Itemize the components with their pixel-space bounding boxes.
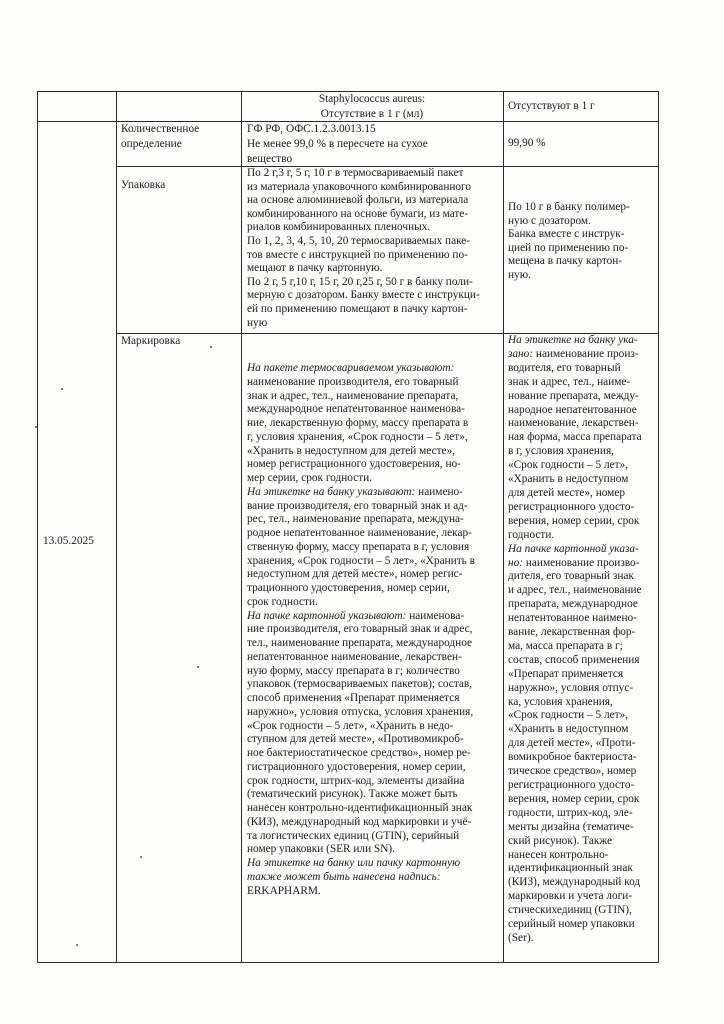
text-line: цией по применению по- [508,241,629,254]
scan-speck [140,856,142,858]
text-run: (КИЗ), международный код маркировки и учё- [247,815,472,828]
text-line [508,876,642,890]
text-run: водителя, его товарный [508,361,621,374]
italic-heading: На этикетке на банку ука- [508,334,638,346]
text-line [508,598,642,612]
column-divider-name [241,91,242,963]
text-run: ERKAPHARM. [247,884,321,897]
text-line: Не менее 99,0 % в пересчете на сухое [247,138,428,151]
text-run: идентификационный знак [508,862,633,875]
text-line: комбинированного на основе бумаги, из мате- [247,207,469,220]
text-line [247,568,475,582]
scan-speck [76,944,78,946]
text-run: ние производителя, его товарный знак и адрес, [247,623,473,636]
text-line: ную [247,316,268,329]
text-run: наимено- [415,485,463,498]
text-run: наружно», условия отпуска, условия хранения, [247,705,474,718]
packaging-norm [247,167,480,330]
italic-heading: На пачке картонной указывают: [247,609,407,622]
row-name-line: Количественное [121,123,200,135]
text-line [247,582,475,596]
text-line: ную. [508,268,531,281]
text-run: та логистических единиц (GTIN), серийный [247,829,460,842]
text-line [247,857,475,871]
text-line [508,417,642,431]
text-line [508,473,642,487]
text-line: По 10 г в банку полимер- [508,201,630,213]
text-line [508,849,642,863]
text-line [247,843,475,857]
text-run: срок годности, штрих-код, элементы дизайна [247,774,465,787]
text-line: из материала упаковочного комбинированного [247,180,472,193]
text-line [508,404,642,418]
header-result: Отсутствуют в 1 г [508,100,595,112]
header-criterion-line-1: Staphylococcus aureus: [318,93,426,105]
text-run: народное непатентованное [508,403,637,416]
text-line: По 1, 2, 3, 4, 5, 10, 20 термосвариваемых паке- [247,234,471,247]
text-run: мер серии, срок годности. [247,472,373,484]
header-criterion [241,92,503,122]
text-run: наименова- [406,609,465,622]
text-run: «Препарат применяется [508,667,624,680]
text-line [247,733,475,747]
table-bottom-border [37,962,659,963]
text-run: менты дизайна (тематиче- [508,820,634,833]
table-left-border [37,91,38,963]
row-name-line: Маркировка [121,335,181,347]
text-line [508,459,642,473]
text-run: состав, способ применения [508,653,640,666]
text-run: вомикробное бактериоста- [508,751,637,764]
text-line [247,678,475,692]
text-line [247,500,475,514]
text-run: срок годности. [247,595,318,608]
text-run: (Ser). [508,931,534,944]
text-line [508,390,642,404]
text-run: хранения, «Срок годности – 5 лет», «Хранить в [247,554,475,567]
text-run: номер упаковки (SER или SN). [247,843,395,856]
text-run: в г, условия хранения, [508,445,614,458]
text-run: непатентованное наимено- [508,612,637,625]
text-run: знак и адрес, тел., наиме- [508,375,631,388]
text-line [247,720,475,734]
text-line: По 2 г, 5 г,10 г, 15 г, 20 г,25 г, 50 г в банку поли- [247,275,473,288]
text-line [247,513,475,527]
text-run: ное бактериостатическое средство», номер ре- [247,747,471,759]
text-line [508,696,642,710]
text-line [247,706,475,720]
text-run: трационного удостоверения, номер серии, [247,582,450,594]
text-line [247,486,475,500]
text-line [247,403,475,417]
text-run: «Срок годности – 5 лет», [508,459,629,472]
text-run: недоступном для детей месте», номер регис- [247,568,463,581]
text-line [247,651,475,665]
text-run: ние, лекарственную форму, массу препарата в [247,417,469,429]
text-run: (тематический рисунок). Также может быть [247,788,458,801]
text-line [247,775,475,789]
text-line [508,515,642,529]
text-line [508,723,642,737]
text-run: наименование производителя, его товарный [247,375,459,388]
text-line: По 2 г,3 г, 5 г, 10 г в термосвариваемый пакет [247,167,464,179]
text-run: ма, масса препарата в г; [508,639,623,652]
text-line [247,458,475,472]
text-line [508,445,642,459]
text-run: годности, штрих-код, эле- [508,806,633,819]
labeling-result [508,334,642,946]
text-line [508,793,642,807]
text-run: номер регистрационного удостоверения, но- [247,458,461,471]
quantitation-result [508,136,546,151]
text-line: ГФ РФ, ОФС.1.2.3.0013.15 [247,123,376,135]
text-line [247,830,475,844]
text-run: для детей месте», номер [508,486,625,499]
text-line [508,334,642,348]
text-line [508,584,642,598]
text-run: ступном для детей месте», «Противомикроб- [247,733,464,746]
text-run: вание, лекарственная фор- [508,626,636,639]
text-line [508,570,642,584]
text-run: верения, номер серии, срок [508,792,640,805]
date-cell: 13.05.2025 [43,535,94,547]
text-line [247,761,475,775]
quantitation-norm [247,122,428,168]
text-line [247,747,475,761]
header-criterion-line-2: Отсутствие в 1 г (мл) [320,108,424,121]
text-run: нанесен контрольно-идентификационный знак [247,802,473,814]
text-line [247,555,475,569]
text-line: Банка вместе с инструк- [508,228,625,241]
italic-heading: также может быть нанесена надпись: [247,870,441,883]
text-line [508,431,642,445]
text-line [508,918,642,932]
text-run: наружно», условия отпус- [508,681,634,694]
text-run: гистрационного удостоверения, номер серии, [247,760,466,773]
text-line [247,665,475,679]
text-run: и адрес, тел., наименование [508,584,642,597]
text-line: мерную с дозатором. Банку вместе с инструкци- [247,289,480,302]
text-line [508,890,642,904]
text-line: ей по применению помещают в пачку картон- [247,302,468,315]
text-run: ственную форму, массу препарата в г, условия [247,540,470,553]
italic-heading: На этикетке на банку или пачку картонную [247,857,461,869]
text-run: ка, условия хранения, [508,695,613,708]
text-line: риалов комбинированных пленочных. [247,221,431,234]
table-right-border [658,91,659,963]
text-line [508,682,642,696]
text-line [247,362,475,376]
text-run: рес, тел., наименование препарата, междуна- [247,513,464,526]
text-line [247,390,475,404]
text-run: «Срок годности – 5 лет», «Хранить в недо- [247,719,454,732]
scan-speck [61,388,63,390]
text-line: тов вместе с инструкцией по применению по- [247,248,468,261]
text-line [508,529,642,543]
text-run: наименование произ- [533,347,639,360]
scan-speck [197,666,199,668]
text-line [508,543,642,557]
text-line: вещество [247,153,293,166]
row-name-line: определение [121,138,182,151]
text-run: годности. [508,528,555,541]
row-name-quantitation [121,122,199,152]
text-run: «Срок годности – 5 лет», [508,709,629,722]
text-run: наименование, лекарствен- [508,417,639,430]
text-run: нанесен контрольно- [508,848,609,861]
text-line: 99,90 % [508,137,546,149]
text-line [247,417,475,431]
text-line [508,362,642,376]
text-line [247,431,475,445]
text-line [247,610,475,624]
text-run: родное непатентованное наименование, лекар- [247,527,472,539]
text-line [508,821,642,835]
text-line [508,640,642,654]
row-name-packaging [121,178,165,193]
text-line [247,692,475,706]
text-line [247,596,475,610]
text-run: способ применения «Препарат применяется [247,692,460,704]
text-line [508,751,642,765]
text-line [508,737,642,751]
italic-heading: зано: [508,347,534,360]
text-line [508,807,642,821]
text-run: вание производителя, его товарный знак и ад- [247,499,468,512]
text-line [508,932,642,946]
text-line [508,904,642,918]
text-line [508,668,642,682]
text-run: «Хранить в недоступном для детей месте», [247,444,456,457]
text-run: маркировки и учета логи- [508,890,633,903]
text-line [247,885,475,899]
text-line [508,654,642,668]
text-run: г, условия хранения, «Срок годности – 5 лет», [247,430,468,443]
text-run: «Хранить в недоступном [508,473,629,486]
text-line [508,487,642,501]
text-run: препарата, международное [508,598,638,611]
text-run: (КИЗ), международный код [508,876,641,889]
scan-speck [210,346,212,348]
text-line [508,376,642,390]
column-divider-norm [503,91,504,963]
text-line [247,376,475,390]
packaging-result [508,201,630,283]
text-line [247,802,475,816]
text-line [508,348,642,362]
text-run: ную форму, массу препарата в г; количество [247,664,460,677]
scan-speck [35,426,37,428]
text-run: ная форма, масса препарата [508,431,642,444]
text-line [247,623,475,637]
text-line [247,472,475,486]
italic-heading: На пачке картонной указа- [508,542,639,555]
text-line [508,626,642,640]
italic-heading: На этикетке на банку указывают: [247,485,416,498]
text-line [508,835,642,849]
text-line [508,612,642,626]
text-line [508,779,642,793]
text-run: знак и адрес, тел., наименование препарата, [247,389,459,402]
text-line [508,501,642,515]
text-run: «Хранить в недоступном [508,723,629,736]
row-name-labeling [121,334,180,349]
text-run: непатентованное наименование, лекарствен- [247,650,462,663]
text-line [247,871,475,885]
text-run: верения, номер серии, срок [508,514,640,527]
text-run: упаковок (термосвариваемых пакетов); состав, [247,678,473,691]
text-run: тел., наименование препарата, международное [247,637,473,649]
text-run: для детей месте», «Проти- [508,737,636,750]
text-run: регистрационного удосто- [508,779,635,791]
text-run: нование препарата, между- [508,389,639,402]
text-run: дителя, его товарный знак [508,570,634,583]
text-line [247,788,475,802]
text-line [508,765,642,779]
text-line [247,527,475,541]
text-line [508,709,642,723]
text-line [247,637,475,651]
text-run: тическое средство», номер [508,765,637,778]
text-run: стическихединиц (GTIN), [508,904,632,917]
text-line: ную с дозатором. [508,214,591,227]
text-line: мещают в пачку картонную. [247,262,383,275]
labeling-norm [247,362,475,898]
text-line: мещена в пачку картон- [508,255,623,268]
text-run: наименование произво- [523,556,640,569]
italic-heading: На пакете термосвариваемом указывают: [247,362,455,374]
text-run: регистрационного удосто- [508,500,635,513]
italic-heading: но: [508,556,524,569]
text-line [508,557,642,571]
text-line [247,816,475,830]
text-run: ский рисунок). Также [508,834,613,847]
text-run: международное непатентованное наименова- [247,403,465,416]
text-line: на основе алюминиевой фольги, из материала [247,194,469,207]
text-run: серийный номер упаковки [508,918,635,931]
row-name-line: Упаковка [121,179,166,191]
text-line [508,862,642,876]
text-line [247,445,475,459]
text-line [247,541,475,555]
column-divider-date [116,91,117,963]
